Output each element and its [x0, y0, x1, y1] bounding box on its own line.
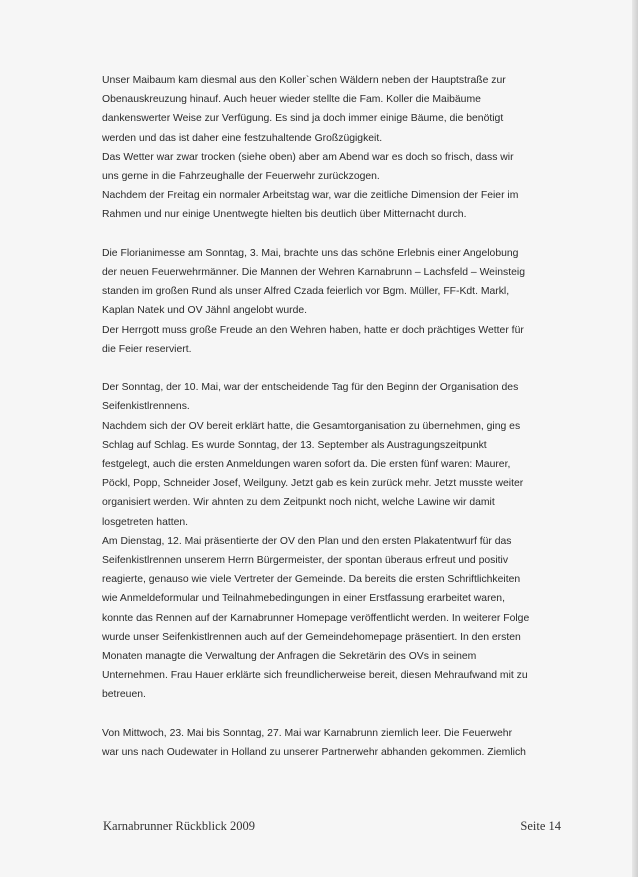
text-line: Rahmen und nur einige Unentwegte hielten bis deutlich über Mitternacht durch. [102, 209, 467, 221]
text-line: Monaten managte die Verwaltung der Anfragen die Sekretärin des OVs in seinem [102, 651, 477, 663]
text-line: Von Mittwoch, 23. Mai bis Sonntag, 27. Mai war Karnabrunn ziemlich leer. Die Feuerwehr [102, 727, 513, 739]
text-line: reagierte, genauso wie viele Vertreter der Gemeinde. Da bereits die ersten Schriftlichkeiten [102, 574, 521, 586]
text-line: Seifenkistlrennens. [102, 401, 190, 413]
text-line: Pöckl, Popp, Schneider Josef, Weilguny. Jetzt gab es kein zurück mehr. Jetzt musste weiter [102, 478, 524, 490]
text-line: losgetreten hatten. [102, 516, 189, 528]
text-line: Seifenkistlrennen unserem Herrn Bürgermeister, der spontan überaus erfreut und positiv [102, 555, 509, 567]
text-line: Nachdem sich der OV bereit erklärt hatte, die Gesamtorganisation zu übernehmen, ging es [102, 420, 521, 432]
text-line: festgelegt, auch die ersten Anmeldungen waren sofort da. Die ersten fünf waren: Maurer, [102, 459, 511, 471]
text-line: Der Herrgott muss große Freude an den Wehren haben, hatte er doch prächtiges Wetter für [102, 324, 524, 336]
text-line: betreuen. [102, 689, 146, 701]
footer-title: Karnabrunner Rückblick 2009 [103, 819, 256, 833]
text-line: Nachdem der Freitag ein normaler Arbeitstag war, war die zeitliche Dimension der Feier im [102, 190, 519, 202]
text-line: Unternehmen. Frau Hauer erklärte sich freundlicherweise bereit, diesen Mehraufwand mit zu [102, 670, 528, 682]
text-line: organisiert werden. Wir ahnten zu dem Zeitpunkt noch nicht, welche Lawine wir damit [102, 497, 495, 509]
body-text [102, 71, 562, 762]
scan-edge [632, 0, 638, 877]
text-line: Das Wetter war zwar trocken (siehe oben) aber am Abend war es doch so frisch, dass wir [102, 151, 514, 163]
text-line: Der Sonntag, der 10. Mai, war der entscheidende Tag für den Beginn der Organisation des [102, 382, 519, 394]
text-line: Schlag auf Schlag. Es wurde Sonntag, der 13. September als Austragungszeitpunkt [102, 439, 487, 451]
text-line: werden und das ist daher eine festzuhaltende Großzügigkeit. [102, 132, 383, 144]
text-line: uns gerne in die Fahrzeughalle der Feuerwehr zurückzogen. [102, 171, 380, 183]
paragraph [102, 378, 562, 704]
text-line: Unser Maibaum kam diesmal aus den Koller`schen Wäldern neben der Hauptstraße zur [102, 75, 506, 86]
text-line: war uns nach Oudewater in Holland zu unserer Partnerwehr abhanden gekommen. Ziemlich [102, 747, 526, 759]
paragraph [102, 724, 562, 762]
page-number: Seite 14 [520, 819, 561, 833]
text-line: Obenauskreuzung hinauf. Auch heuer wieder stellte die Fam. Koller die Maibäume [102, 94, 481, 106]
page-footer [103, 819, 561, 834]
text-line: die Feier reserviert. [102, 343, 192, 355]
paragraph [102, 244, 562, 359]
text-line: der neuen Feuerwehrmänner. Die Mannen der Wehren Karnabrunn – Lachsfeld – Weinsteig [102, 267, 526, 279]
text-line: konnte das Rennen auf der Karnabrunner Homepage veröffentlicht werden. In weiterer Folge [102, 612, 530, 624]
text-line: wurde unser Seifenkistlrennen auch auf der Gemeindehomepage präsentiert. In den ersten [102, 631, 521, 643]
text-line: dankenswerter Weise zur Verfügung. Es sind ja doch immer einige Bäume, die benötigt [102, 113, 504, 125]
text-line: Am Dienstag, 12. Mai präsentierte der OV den Plan und den ersten Plakatentwurf für das [102, 535, 512, 547]
text-line: Kaplan Natek und OV Jähnl angelobt wurde. [102, 305, 308, 317]
text-line: Die Florianimesse am Sonntag, 3. Mai, brachte uns das schöne Erlebnis einer Angelobung [102, 247, 519, 259]
text-line: standen im großen Rund als unser Alfred Czada feierlich vor Bgm. Müller, FF-Kdt. Markl, [102, 286, 510, 298]
paragraph [102, 71, 562, 225]
text-line: wie Anmeldeformular und Teilnahmebedingungen in einer Erstfassung erarbeitet waren, [102, 593, 505, 605]
